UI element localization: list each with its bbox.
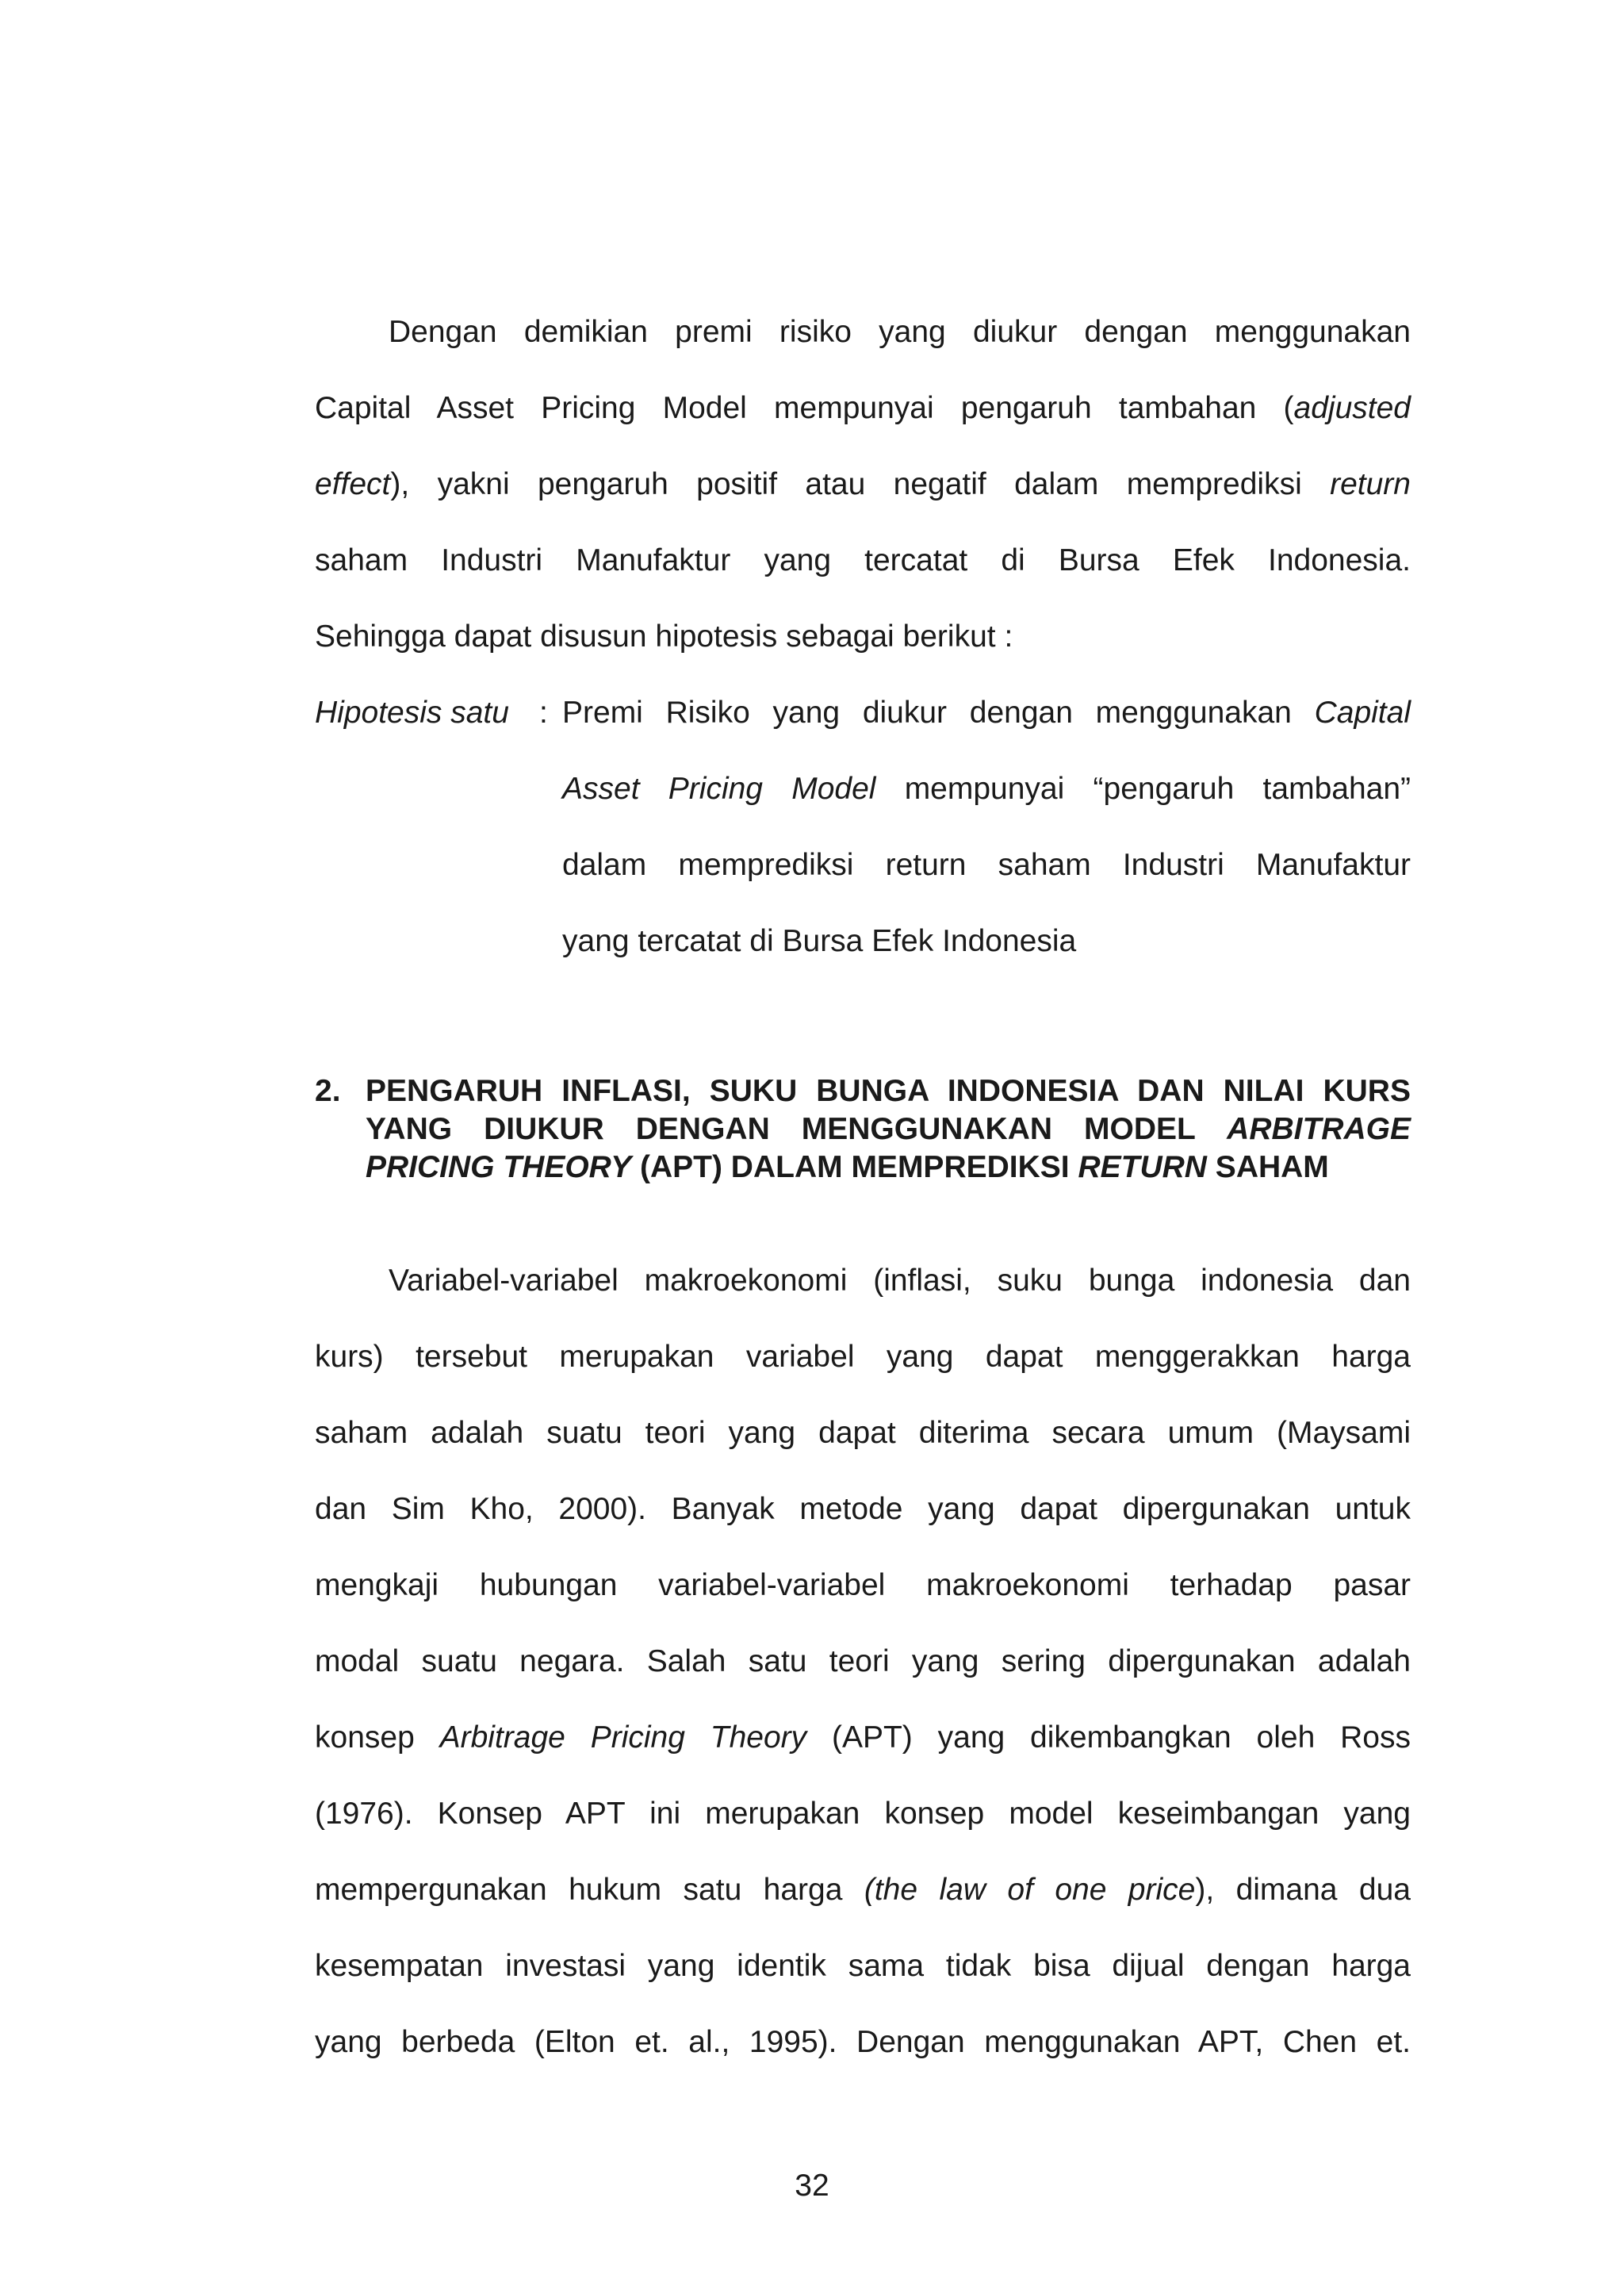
text-line — [315, 1471, 1411, 1548]
text-run: yang tercatat di Bursa Efek Indonesia — [562, 924, 1077, 958]
text-run: mempunyai “pengaruh tambahan” — [875, 772, 1411, 806]
text-run: (APT) DALAM MEMPREDIKSI — [631, 1150, 1078, 1184]
text-run: mengkaji hubungan variabel-variabel makroekonomi terhadap pasar — [315, 1568, 1411, 1602]
hypothesis-block — [315, 675, 1411, 980]
italic-text-run: Asset Pricing Model — [562, 772, 876, 806]
text-line — [315, 1319, 1411, 1395]
text-run: konsep — [315, 1720, 440, 1755]
italic-text-run: adjusted — [1293, 391, 1411, 425]
text-line — [315, 294, 1411, 370]
text-run: kesempatan investasi yang identik sama tidak bisa dijual dengan harga — [315, 1949, 1411, 1983]
text-run: saham adalah suatu teori yang dapat diterima secara umum (Maysami — [315, 1416, 1411, 1450]
text-run: saham Industri Manufaktur yang tercatat di Bursa Efek Indonesia. — [315, 543, 1411, 577]
hypothesis-text-line — [562, 827, 1411, 903]
text-line — [315, 447, 1411, 523]
hypothesis-text-line — [562, 675, 1411, 751]
text-line — [315, 2004, 1411, 2081]
text-run: SAHAM — [1206, 1150, 1329, 1184]
italic-text-run: ARBITRAGE — [1227, 1112, 1411, 1146]
paragraph-makroekonomi — [315, 1243, 1411, 2081]
italic-text-run: effect — [315, 467, 391, 501]
text-line — [315, 1928, 1411, 2004]
text-run: dan Sim Kho, 2000). Banyak metode yang dapat dipergunakan untuk — [315, 1492, 1411, 1526]
italic-text-run: Capital — [1314, 696, 1411, 730]
text-run: Variabel-variabel makroekonomi (inflasi, suku bunga indonesia dan — [389, 1264, 1411, 1298]
text-run: mempergunakan hukum satu harga — [315, 1873, 864, 1907]
paragraph-premi-risiko — [315, 294, 1411, 675]
text-run: Dengan demikian premi risiko yang diukur dengan menggunakan — [389, 315, 1411, 349]
text-line — [315, 370, 1411, 447]
text-run: kurs) tersebut merupakan variabel yang dapat menggerakkan harga — [315, 1340, 1411, 1374]
text-line — [315, 1624, 1411, 1700]
heading-line — [366, 1110, 1411, 1149]
text-run: YANG DIUKUR DENGAN MENGGUNAKAN MODEL — [366, 1112, 1228, 1146]
hypothesis-text-line — [562, 751, 1411, 827]
section-heading — [315, 1072, 1411, 1187]
italic-text-run: Arbitrage Pricing Theory — [439, 1720, 807, 1755]
text-line — [315, 1548, 1411, 1624]
heading-line — [366, 1072, 1411, 1110]
hypothesis-colon: : — [539, 696, 548, 730]
text-run: ), dimana dua — [1195, 1873, 1411, 1907]
text-run: dalam memprediksi return saham Industri Manufaktur — [562, 848, 1411, 882]
text-line — [315, 1852, 1411, 1928]
text-line — [315, 1395, 1411, 1471]
text-run: ), yakni pengaruh positif atau negatif dalam memprediksi — [390, 467, 1331, 501]
text-run: (APT) yang dikembangkan oleh Ross — [806, 1720, 1411, 1755]
italic-text-run: return — [1330, 467, 1411, 501]
text-run: PENGARUH INFLASI, SUKU BUNGA INDONESIA DAN NILAI KURS — [366, 1074, 1411, 1108]
text-run: Capital Asset Pricing Model mempunyai pengaruh tambahan ( — [315, 391, 1294, 425]
text-run: Sehingga dapat disusun hipotesis sebagai berikut : — [315, 619, 1013, 654]
text-line — [315, 523, 1411, 599]
hypothesis-text-line — [562, 903, 1411, 980]
text-line — [315, 599, 1411, 675]
text-run: yang berbeda (Elton et. al., 1995). Dengan menggunakan APT, Chen et. — [315, 2025, 1411, 2059]
text-run: Premi Risiko yang diukur dengan menggunakan — [562, 696, 1315, 730]
text-line — [315, 1243, 1411, 1319]
italic-text-run: PRICING THEORY — [366, 1150, 632, 1184]
italic-text-run: RETURN — [1078, 1150, 1207, 1184]
section-number: 2. — [315, 1074, 341, 1108]
text-line — [315, 1700, 1411, 1776]
italic-text-run: (the law of one price — [864, 1873, 1196, 1907]
hypothesis-label: Hipotesis satu — [315, 696, 509, 730]
text-line — [315, 1776, 1411, 1852]
heading-line — [366, 1149, 1411, 1187]
text-run: modal suatu negara. Salah satu teori yang sering dipergunakan adalah — [315, 1644, 1411, 1678]
page-number: 32 — [795, 2169, 829, 2203]
text-run: (1976). Konsep APT ini merupakan konsep model keseimbangan yang — [315, 1797, 1411, 1831]
